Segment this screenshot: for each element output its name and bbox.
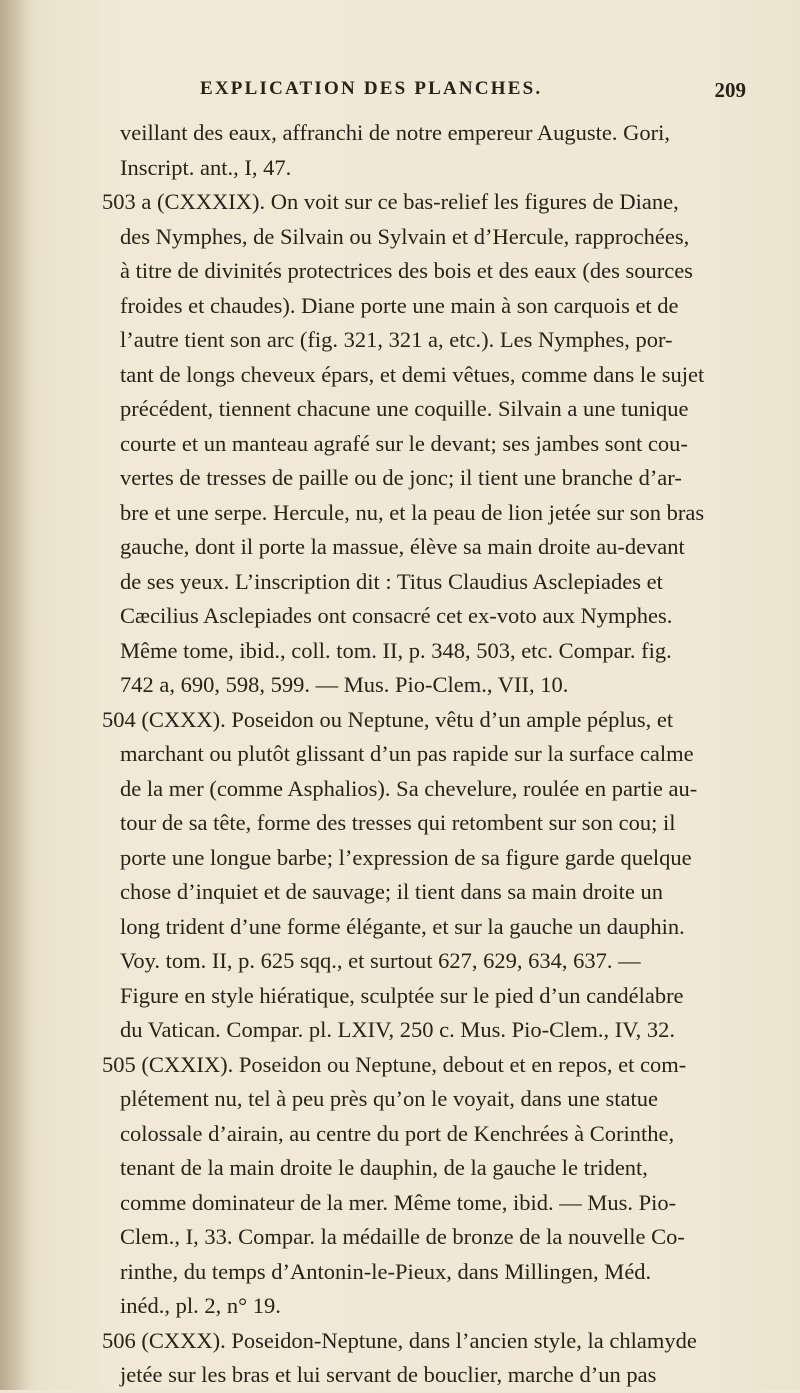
running-title: EXPLICATION DES PLANCHES. <box>200 78 543 99</box>
text-line: porte une longue barbe; l’expression de sa figure garde quelque <box>120 844 692 870</box>
text-line: colossale d’airain, au centre du port de Kenchrées à Corinthe, <box>120 1120 675 1146</box>
text-line: l’autre tient son arc (fig. 321, 321 a, etc.). Les Nymphes, por- <box>120 327 673 352</box>
text-line: à titre de divinités protectrices des bois et des eaux (des sources <box>120 258 693 283</box>
text-line: comme dominateur de la mer. Même tome, ibid. — Mus. Pio- <box>120 1189 677 1215</box>
text-line: tant de longs cheveux épars, et demi vêtues, comme dans le sujet <box>120 361 705 387</box>
text-line: chose d’inquiet et de sauvage; il tient dans sa main droite un <box>120 879 663 904</box>
text-line: courte et un manteau agrafé sur le devant; ses jambes sont cou- <box>120 430 688 456</box>
text-line: Même tome, ibid., coll. tom. II, p. 348, 503, etc. Compar. fig. <box>120 637 672 663</box>
text-line: jetée sur les bras et lui servant de bouclier, marche d’un pas <box>120 1362 657 1387</box>
entry-504-start: 504 (CXXX). Poseidon ou Neptune, vêtu d’un ample péplus, et <box>102 706 674 732</box>
text-line: tour de sa tête, forme des tresses qui retombent sur son cou; il <box>120 810 676 835</box>
body-text <box>0 116 800 1393</box>
text-line: gauche, dont il porte la massue, élève sa main droite au-devant <box>120 534 685 559</box>
running-head <box>200 78 760 106</box>
text-line: marchant ou plutôt glissant d’un pas rapide sur la surface calme <box>120 741 694 766</box>
text-line: tenant de la main droite le dauphin, de la gauche le trident, <box>120 1155 648 1180</box>
text-line: Cæcilius Asclepiades ont consacré cet ex-voto aux Nymphes. <box>120 603 673 628</box>
text-line: des Nymphes, de Silvain ou Sylvain et d’Hercule, rapprochées, <box>120 223 690 249</box>
text-line: plétement nu, tel à peu près qu’on le voyait, dans une statue <box>120 1086 658 1111</box>
text-line: Figure en style hiératique, sculptée sur le pied d’un candélabre <box>120 982 684 1008</box>
text-line: inéd., pl. 2, n° 19. <box>120 1293 281 1318</box>
text-line: Inscript. ant., I, 47. <box>120 154 292 180</box>
text-line: précédent, tiennent chacune une coquille. Silvain a une tunique <box>120 396 689 421</box>
text-line: de la mer (comme Asphalios). Sa chevelure, roulée en partie au- <box>120 775 698 801</box>
text-line: vertes de tresses de paille ou de jonc; il tient une branche d’ar- <box>120 465 682 490</box>
text-line: Voy. tom. II, p. 625 sqq., et surtout 627, 629, 634, 637. — <box>120 948 641 973</box>
text-line: rinthe, du temps d’Antonin-le-Pieux, dans Millingen, Méd. <box>120 1258 652 1284</box>
text-line: veillant des eaux, affranchi de notre empereur Auguste. Gori, <box>120 120 671 145</box>
text-line: de ses yeux. L’inscription dit : Titus Claudius Asclepiades et <box>120 568 663 594</box>
entry-506-start: 506 (CXXX). Poseidon-Neptune, dans l’ancien style, la chlamyde <box>102 1327 697 1353</box>
entry-503a-start: 503 a (CXXXIX). On voit sur ce bas-relief les figures de Diane, <box>102 189 679 214</box>
text-line: du Vatican. Compar. pl. LXIV, 250 c. Mus. Pio-Clem., IV, 32. <box>120 1017 675 1042</box>
text-line: froides et chaudes). Diane porte une main à son carquois et de <box>120 292 679 318</box>
text-line: 742 a, 690, 598, 599. — Mus. Pio-Clem., VII, 10. <box>120 672 569 697</box>
text-line: long trident d’une forme élégante, et sur la gauche un dauphin. <box>120 913 685 939</box>
entry-505-start: 505 (CXXIX). Poseidon ou Neptune, debout et en repos, et com- <box>102 1051 687 1077</box>
text-line: bre et une serpe. Hercule, nu, et la peau de lion jetée sur son bras <box>120 499 705 525</box>
text-line: Clem., I, 33. Compar. la médaille de bronze de la nouvelle Co- <box>120 1224 685 1249</box>
page-number: 209 <box>714 78 746 102</box>
